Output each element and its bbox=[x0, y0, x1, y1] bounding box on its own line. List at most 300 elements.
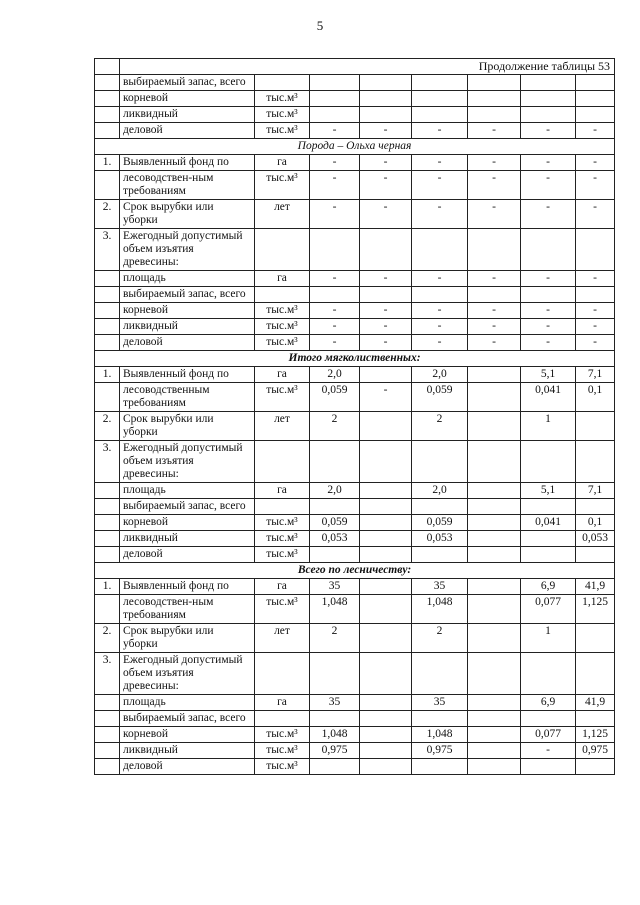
row-unit: га bbox=[255, 271, 310, 287]
value-cell: 1,125 bbox=[576, 727, 615, 743]
value-cell bbox=[310, 441, 360, 483]
value-cell bbox=[576, 759, 615, 775]
value-cell bbox=[360, 367, 412, 383]
value-cell bbox=[360, 499, 412, 515]
table-row bbox=[95, 441, 615, 483]
value-cell: 0,1 bbox=[576, 383, 615, 412]
value-cell bbox=[468, 547, 521, 563]
table-row bbox=[95, 653, 615, 695]
row-number: 3. bbox=[95, 653, 120, 695]
row-label: деловой bbox=[120, 335, 255, 351]
value-cell bbox=[360, 287, 412, 303]
value-cell bbox=[412, 653, 468, 695]
row-number bbox=[95, 107, 120, 123]
value-cell bbox=[521, 107, 576, 123]
row-unit: лет bbox=[255, 412, 310, 441]
value-cell: - bbox=[468, 171, 521, 200]
table-row bbox=[95, 499, 615, 515]
row-number bbox=[95, 319, 120, 335]
row-number bbox=[95, 695, 120, 711]
table-row bbox=[95, 483, 615, 499]
value-cell: 0,053 bbox=[576, 531, 615, 547]
value-cell bbox=[360, 107, 412, 123]
row-number bbox=[95, 743, 120, 759]
row-unit: тыс.м³ bbox=[255, 91, 310, 107]
value-cell: - bbox=[576, 171, 615, 200]
row-number bbox=[95, 531, 120, 547]
value-cell bbox=[468, 107, 521, 123]
row-number bbox=[95, 499, 120, 515]
value-cell: - bbox=[576, 303, 615, 319]
value-cell: - bbox=[310, 200, 360, 229]
row-label: деловой bbox=[120, 123, 255, 139]
value-cell: 0,077 bbox=[521, 727, 576, 743]
value-cell: - bbox=[360, 335, 412, 351]
value-cell: 7,1 bbox=[576, 483, 615, 499]
table-row bbox=[95, 335, 615, 351]
row-number: 2. bbox=[95, 412, 120, 441]
value-cell: - bbox=[310, 155, 360, 171]
row-number: 1. bbox=[95, 155, 120, 171]
table-row bbox=[95, 624, 615, 653]
value-cell bbox=[310, 75, 360, 91]
value-cell: - bbox=[412, 335, 468, 351]
table-row bbox=[95, 171, 615, 200]
value-cell bbox=[360, 579, 412, 595]
value-cell bbox=[468, 595, 521, 624]
value-cell: 2 bbox=[310, 412, 360, 441]
row-number bbox=[95, 547, 120, 563]
row-label: корневой bbox=[120, 727, 255, 743]
value-cell bbox=[468, 229, 521, 271]
row-label: Выявленный фонд по bbox=[120, 579, 255, 595]
row-label: деловой bbox=[120, 759, 255, 775]
value-cell bbox=[360, 759, 412, 775]
row-unit: тыс.м³ bbox=[255, 595, 310, 624]
value-cell bbox=[468, 483, 521, 499]
value-cell bbox=[468, 287, 521, 303]
row-number bbox=[95, 727, 120, 743]
row-unit: тыс.м³ bbox=[255, 335, 310, 351]
value-cell: 1,048 bbox=[412, 595, 468, 624]
value-cell: 0,053 bbox=[412, 531, 468, 547]
value-cell: - bbox=[360, 200, 412, 229]
continuation-num-cell bbox=[95, 59, 120, 75]
value-cell: - bbox=[468, 200, 521, 229]
value-cell: - bbox=[412, 319, 468, 335]
row-unit: лет bbox=[255, 624, 310, 653]
row-number: 2. bbox=[95, 624, 120, 653]
row-label: ликвидный bbox=[120, 531, 255, 547]
table-row bbox=[95, 412, 615, 441]
value-cell: 0,975 bbox=[310, 743, 360, 759]
value-cell: 0,059 bbox=[412, 515, 468, 531]
row-label: лесоводствен-ным требованиям bbox=[120, 171, 255, 200]
value-cell: - bbox=[412, 171, 468, 200]
row-number bbox=[95, 91, 120, 107]
row-number bbox=[95, 271, 120, 287]
value-cell: 2 bbox=[412, 412, 468, 441]
row-label: Ежегодный допустимый объем изъятия древесины: bbox=[120, 441, 255, 483]
value-cell: - bbox=[412, 200, 468, 229]
row-unit bbox=[255, 711, 310, 727]
value-cell bbox=[412, 91, 468, 107]
row-label: корневой bbox=[120, 515, 255, 531]
row-unit bbox=[255, 653, 310, 695]
table-row bbox=[95, 759, 615, 775]
value-cell: 0,059 bbox=[310, 515, 360, 531]
value-cell: - bbox=[521, 200, 576, 229]
value-cell bbox=[576, 547, 615, 563]
value-cell: - bbox=[521, 123, 576, 139]
value-cell bbox=[576, 287, 615, 303]
row-number bbox=[95, 171, 120, 200]
value-cell bbox=[468, 515, 521, 531]
value-cell: - bbox=[576, 123, 615, 139]
row-label: Срок вырубки или уборки bbox=[120, 200, 255, 229]
value-cell: - bbox=[360, 171, 412, 200]
value-cell: - bbox=[310, 303, 360, 319]
value-cell: 0,975 bbox=[412, 743, 468, 759]
row-number: 3. bbox=[95, 229, 120, 271]
table-row bbox=[95, 107, 615, 123]
value-cell bbox=[360, 711, 412, 727]
value-cell: 1 bbox=[521, 624, 576, 653]
value-cell: - bbox=[576, 200, 615, 229]
value-cell: 5,1 bbox=[521, 483, 576, 499]
row-unit: тыс.м³ bbox=[255, 759, 310, 775]
value-cell bbox=[521, 441, 576, 483]
value-cell bbox=[412, 759, 468, 775]
row-unit: тыс.м³ bbox=[255, 515, 310, 531]
row-label: выбираемый запас, всего bbox=[120, 711, 255, 727]
row-label: площадь bbox=[120, 483, 255, 499]
row-unit bbox=[255, 287, 310, 303]
row-unit: тыс.м³ bbox=[255, 383, 310, 412]
value-cell: 0,053 bbox=[310, 531, 360, 547]
row-label: площадь bbox=[120, 695, 255, 711]
value-cell: 7,1 bbox=[576, 367, 615, 383]
value-cell bbox=[360, 547, 412, 563]
value-cell: - bbox=[468, 155, 521, 171]
value-cell bbox=[468, 653, 521, 695]
continuation-row bbox=[95, 59, 615, 75]
value-cell: 0,1 bbox=[576, 515, 615, 531]
row-label: Выявленный фонд по bbox=[120, 155, 255, 171]
row-unit bbox=[255, 441, 310, 483]
row-number bbox=[95, 711, 120, 727]
value-cell bbox=[576, 91, 615, 107]
value-cell: - bbox=[468, 303, 521, 319]
row-label: деловой bbox=[120, 547, 255, 563]
value-cell: 2,0 bbox=[310, 367, 360, 383]
row-label: корневой bbox=[120, 303, 255, 319]
table-row bbox=[95, 271, 615, 287]
value-cell: - bbox=[521, 171, 576, 200]
section-title: Порода – Ольха черная bbox=[95, 139, 615, 155]
value-cell: - bbox=[310, 319, 360, 335]
value-cell bbox=[412, 499, 468, 515]
value-cell bbox=[360, 695, 412, 711]
table-row bbox=[95, 383, 615, 412]
row-unit: га bbox=[255, 483, 310, 499]
value-cell bbox=[468, 383, 521, 412]
section-title: Итого мягколиственных: bbox=[95, 351, 615, 367]
row-unit: тыс.м³ bbox=[255, 743, 310, 759]
value-cell bbox=[468, 579, 521, 595]
value-cell bbox=[310, 499, 360, 515]
value-cell: - bbox=[576, 335, 615, 351]
row-number bbox=[95, 515, 120, 531]
value-cell bbox=[360, 229, 412, 271]
table-row bbox=[95, 155, 615, 171]
row-number bbox=[95, 123, 120, 139]
table-row bbox=[95, 200, 615, 229]
row-label: Ежегодный допустимый объем изъятия древесины: bbox=[120, 653, 255, 695]
value-cell bbox=[576, 499, 615, 515]
row-unit: тыс.м³ bbox=[255, 107, 310, 123]
section-title: Всего по лесничеству: bbox=[95, 563, 615, 579]
value-cell bbox=[576, 711, 615, 727]
value-cell bbox=[360, 743, 412, 759]
row-label: Выявленный фонд по bbox=[120, 367, 255, 383]
row-label: площадь bbox=[120, 271, 255, 287]
value-cell bbox=[521, 711, 576, 727]
value-cell bbox=[360, 653, 412, 695]
row-label: ликвидный bbox=[120, 107, 255, 123]
value-cell bbox=[310, 229, 360, 271]
value-cell: 6,9 bbox=[521, 579, 576, 595]
value-cell bbox=[412, 287, 468, 303]
row-unit: тыс.м³ bbox=[255, 123, 310, 139]
value-cell bbox=[468, 727, 521, 743]
value-cell bbox=[468, 624, 521, 653]
row-label: выбираемый запас, всего bbox=[120, 287, 255, 303]
table-row bbox=[95, 727, 615, 743]
continuation-label: Продолжение таблицы 53 bbox=[120, 59, 615, 75]
value-cell bbox=[412, 229, 468, 271]
value-cell: 35 bbox=[310, 695, 360, 711]
value-cell bbox=[468, 695, 521, 711]
table-row bbox=[95, 319, 615, 335]
value-cell: - bbox=[360, 271, 412, 287]
table-row bbox=[95, 711, 615, 727]
value-cell: - bbox=[521, 271, 576, 287]
value-cell: 2 bbox=[412, 624, 468, 653]
value-cell: 2,0 bbox=[412, 367, 468, 383]
table-row bbox=[95, 595, 615, 624]
value-cell: 2,0 bbox=[412, 483, 468, 499]
row-label: выбираемый запас, всего bbox=[120, 75, 255, 91]
row-number bbox=[95, 287, 120, 303]
row-unit bbox=[255, 499, 310, 515]
value-cell: 1 bbox=[521, 412, 576, 441]
table-row bbox=[95, 695, 615, 711]
forest-fund-table bbox=[94, 58, 615, 775]
row-unit: га bbox=[255, 695, 310, 711]
row-number bbox=[95, 483, 120, 499]
value-cell bbox=[576, 624, 615, 653]
row-number bbox=[95, 75, 120, 91]
value-cell bbox=[360, 441, 412, 483]
value-cell bbox=[360, 727, 412, 743]
table-row bbox=[95, 287, 615, 303]
page-number: 5 bbox=[316, 18, 324, 33]
value-cell bbox=[360, 595, 412, 624]
value-cell: 2 bbox=[310, 624, 360, 653]
value-cell bbox=[521, 229, 576, 271]
value-cell: 35 bbox=[412, 695, 468, 711]
row-unit bbox=[255, 229, 310, 271]
value-cell bbox=[576, 75, 615, 91]
row-label: Срок вырубки или уборки bbox=[120, 412, 255, 441]
value-cell: - bbox=[360, 319, 412, 335]
value-cell bbox=[468, 441, 521, 483]
row-label: Ежегодный допустимый объем изъятия древесины: bbox=[120, 229, 255, 271]
value-cell bbox=[521, 547, 576, 563]
value-cell bbox=[468, 367, 521, 383]
row-number bbox=[95, 303, 120, 319]
row-number bbox=[95, 383, 120, 412]
value-cell bbox=[412, 441, 468, 483]
value-cell: - bbox=[468, 335, 521, 351]
value-cell bbox=[310, 107, 360, 123]
value-cell: - bbox=[412, 303, 468, 319]
value-cell: 41,9 bbox=[576, 579, 615, 595]
value-cell bbox=[468, 75, 521, 91]
value-cell: 35 bbox=[412, 579, 468, 595]
value-cell: - bbox=[468, 319, 521, 335]
value-cell bbox=[360, 531, 412, 547]
value-cell bbox=[360, 412, 412, 441]
value-cell: - bbox=[412, 271, 468, 287]
value-cell: - bbox=[360, 383, 412, 412]
value-cell bbox=[576, 412, 615, 441]
value-cell bbox=[521, 91, 576, 107]
value-cell: - bbox=[412, 155, 468, 171]
value-cell: 1,048 bbox=[310, 595, 360, 624]
row-number: 3. bbox=[95, 441, 120, 483]
value-cell bbox=[360, 75, 412, 91]
row-unit: тыс.м³ bbox=[255, 303, 310, 319]
value-cell bbox=[412, 547, 468, 563]
section-header-row bbox=[95, 351, 615, 367]
row-number bbox=[95, 759, 120, 775]
row-label: ликвидный bbox=[120, 319, 255, 335]
section-header-row bbox=[95, 563, 615, 579]
row-unit: лет bbox=[255, 200, 310, 229]
value-cell: 0,077 bbox=[521, 595, 576, 624]
value-cell: 1,125 bbox=[576, 595, 615, 624]
value-cell: 1,048 bbox=[412, 727, 468, 743]
value-cell: 41,9 bbox=[576, 695, 615, 711]
value-cell: 1,048 bbox=[310, 727, 360, 743]
value-cell bbox=[468, 91, 521, 107]
value-cell bbox=[310, 91, 360, 107]
value-cell bbox=[576, 229, 615, 271]
value-cell bbox=[468, 412, 521, 441]
value-cell: - bbox=[360, 303, 412, 319]
value-cell: 5,1 bbox=[521, 367, 576, 383]
table-row bbox=[95, 229, 615, 271]
row-number bbox=[95, 335, 120, 351]
table-row bbox=[95, 367, 615, 383]
table-row bbox=[95, 123, 615, 139]
table-row bbox=[95, 515, 615, 531]
value-cell bbox=[468, 759, 521, 775]
value-cell bbox=[521, 499, 576, 515]
value-cell: 0,041 bbox=[521, 383, 576, 412]
value-cell: 35 bbox=[310, 579, 360, 595]
row-number bbox=[95, 595, 120, 624]
value-cell bbox=[360, 624, 412, 653]
value-cell: 0,059 bbox=[310, 383, 360, 412]
value-cell bbox=[310, 653, 360, 695]
row-label: лесоводствен-ным требованиям bbox=[120, 595, 255, 624]
row-unit: га bbox=[255, 367, 310, 383]
value-cell: 0,975 bbox=[576, 743, 615, 759]
value-cell bbox=[360, 515, 412, 531]
row-unit: тыс.м³ bbox=[255, 531, 310, 547]
value-cell: - bbox=[576, 319, 615, 335]
section-header-row bbox=[95, 139, 615, 155]
value-cell bbox=[468, 743, 521, 759]
value-cell bbox=[468, 531, 521, 547]
row-unit: тыс.м³ bbox=[255, 547, 310, 563]
value-cell bbox=[360, 483, 412, 499]
value-cell bbox=[310, 547, 360, 563]
value-cell bbox=[521, 531, 576, 547]
table-row bbox=[95, 579, 615, 595]
value-cell: 2,0 bbox=[310, 483, 360, 499]
table-row bbox=[95, 743, 615, 759]
value-cell bbox=[521, 759, 576, 775]
value-cell: - bbox=[576, 271, 615, 287]
row-unit: га bbox=[255, 579, 310, 595]
value-cell: - bbox=[360, 123, 412, 139]
value-cell: 0,059 bbox=[412, 383, 468, 412]
value-cell: - bbox=[576, 155, 615, 171]
row-unit: тыс.м³ bbox=[255, 171, 310, 200]
row-unit bbox=[255, 75, 310, 91]
value-cell: - bbox=[360, 155, 412, 171]
table-row bbox=[95, 75, 615, 91]
value-cell bbox=[360, 91, 412, 107]
value-cell: - bbox=[468, 123, 521, 139]
value-cell: - bbox=[521, 743, 576, 759]
value-cell bbox=[412, 107, 468, 123]
value-cell: - bbox=[468, 271, 521, 287]
row-label: ликвидный bbox=[120, 743, 255, 759]
row-label: корневой bbox=[120, 91, 255, 107]
row-unit: га bbox=[255, 155, 310, 171]
table-row bbox=[95, 303, 615, 319]
value-cell: - bbox=[521, 155, 576, 171]
value-cell bbox=[412, 75, 468, 91]
value-cell: - bbox=[310, 271, 360, 287]
row-number: 1. bbox=[95, 367, 120, 383]
row-unit: тыс.м³ bbox=[255, 319, 310, 335]
row-label: лесоводственным требованиям bbox=[120, 383, 255, 412]
value-cell: - bbox=[521, 303, 576, 319]
value-cell bbox=[468, 711, 521, 727]
value-cell: 0,041 bbox=[521, 515, 576, 531]
value-cell bbox=[310, 711, 360, 727]
value-cell bbox=[468, 499, 521, 515]
value-cell: - bbox=[521, 335, 576, 351]
value-cell bbox=[310, 759, 360, 775]
row-number: 2. bbox=[95, 200, 120, 229]
